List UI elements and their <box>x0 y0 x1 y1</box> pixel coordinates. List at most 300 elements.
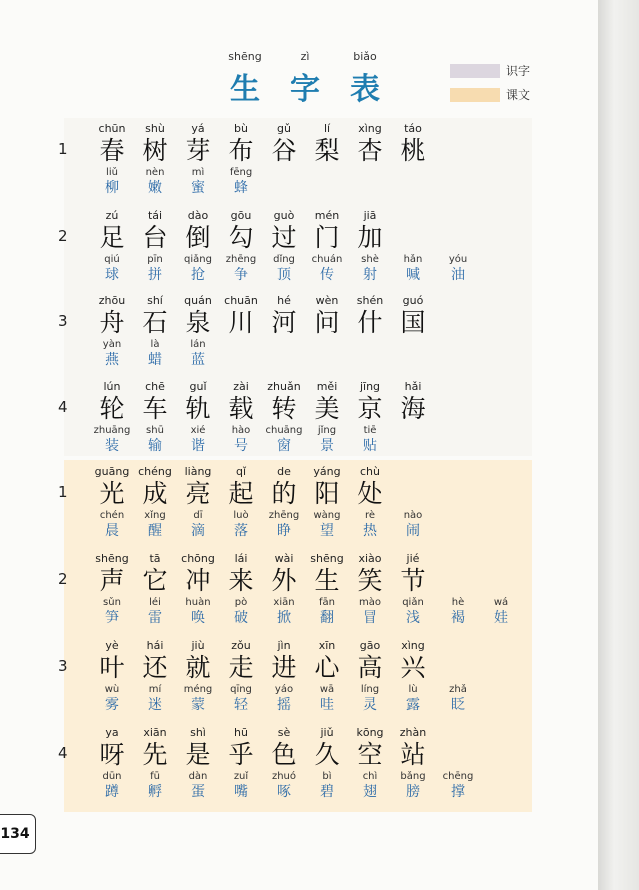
main-character-pinyin: quán <box>184 294 212 307</box>
main-character-pinyin: shēng <box>310 552 344 565</box>
main-character-cell <box>133 552 177 596</box>
secondary-character-cell <box>436 253 480 284</box>
main-character: 先 <box>142 740 168 769</box>
secondary-character: 望 <box>320 523 334 539</box>
secondary-character-cell <box>219 424 263 455</box>
secondary-character-cell <box>305 253 349 284</box>
main-character: 站 <box>400 740 426 769</box>
main-character-cell <box>391 122 435 166</box>
main-character-cell <box>391 294 435 338</box>
secondary-character: 热 <box>363 523 377 539</box>
main-character: 泉 <box>185 308 211 337</box>
main-character-cell <box>219 380 263 424</box>
main-character-cell <box>176 209 220 253</box>
main-character: 芽 <box>185 136 211 165</box>
secondary-character-pinyin: wá <box>493 597 509 608</box>
secondary-character-cell <box>90 509 134 540</box>
secondary-character: 传 <box>320 267 334 283</box>
secondary-character-pinyin: pīn <box>147 254 163 265</box>
secondary-character: 射 <box>363 267 377 283</box>
secondary-character-pinyin: léi <box>149 597 161 608</box>
secondary-character-pinyin: zuǐ <box>233 771 249 782</box>
main-character-pinyin: jìn <box>277 639 291 652</box>
main-character-pinyin: zhōu <box>98 294 126 307</box>
title-pinyin: biǎo <box>353 50 377 63</box>
secondary-character: 撑 <box>451 784 465 800</box>
main-character-cell <box>262 552 306 596</box>
main-character-pinyin: guó <box>402 294 424 307</box>
main-character: 美 <box>314 394 340 423</box>
secondary-character-cell <box>219 509 263 540</box>
lesson-number: 1 <box>58 140 68 158</box>
secondary-character-pinyin: wù <box>104 684 120 695</box>
secondary-character: 唤 <box>191 610 205 626</box>
secondary-character-cell <box>348 424 392 455</box>
main-character: 问 <box>314 308 340 337</box>
secondary-character-pinyin: zhuāng <box>93 425 131 436</box>
secondary-character-pinyin: lù <box>408 684 418 695</box>
main-character-cell <box>262 465 306 509</box>
main-character-pinyin: chūn <box>98 122 126 135</box>
secondary-character-cell <box>133 596 177 627</box>
main-character-pinyin: yè <box>105 639 119 652</box>
main-character: 兴 <box>400 653 426 682</box>
main-character-pinyin: jiù <box>191 639 205 652</box>
main-character: 杏 <box>357 136 383 165</box>
secondary-character-cell <box>90 424 134 455</box>
main-character: 高 <box>357 653 383 682</box>
main-character: 勾 <box>228 223 254 252</box>
secondary-character-cell <box>391 253 435 284</box>
main-character-pinyin: lún <box>103 380 121 393</box>
secondary-character-pinyin: chēng <box>442 771 474 782</box>
main-character-cell <box>219 122 263 166</box>
secondary-character: 闹 <box>406 523 420 539</box>
secondary-character-pinyin: sǔn <box>103 597 121 608</box>
secondary-character-cell <box>133 166 177 197</box>
main-character-pinyin: yáng <box>313 465 341 478</box>
main-character-pinyin: guǐ <box>189 380 207 393</box>
secondary-character-cell <box>90 770 134 801</box>
secondary-character-cell <box>348 253 392 284</box>
secondary-character: 窗 <box>277 438 291 454</box>
secondary-character: 啄 <box>277 784 291 800</box>
main-character-pinyin: zhàn <box>399 726 427 739</box>
main-character: 川 <box>228 308 254 337</box>
main-character: 呀 <box>99 740 125 769</box>
secondary-character-pinyin: dī <box>193 510 203 521</box>
main-character-cell <box>348 209 392 253</box>
secondary-character-cell <box>391 596 435 627</box>
secondary-character-cell <box>133 683 177 714</box>
main-character: 笑 <box>357 566 383 595</box>
secondary-character: 油 <box>451 267 465 283</box>
secondary-character-pinyin: shè <box>361 254 379 265</box>
main-character: 起 <box>228 479 254 508</box>
lesson-number: 3 <box>58 312 68 330</box>
main-character-pinyin: shù <box>145 122 165 135</box>
secondary-character: 掀 <box>277 610 291 626</box>
secondary-character-cell <box>348 770 392 801</box>
lesson-row <box>0 552 598 636</box>
main-character: 节 <box>400 566 426 595</box>
main-character-cell <box>90 294 134 338</box>
main-character-cell <box>305 726 349 770</box>
main-character: 色 <box>271 740 297 769</box>
secondary-character: 褐 <box>451 610 465 626</box>
secondary-character-cell <box>436 683 480 714</box>
secondary-character-cell <box>90 596 134 627</box>
main-character-pinyin: sè <box>277 726 291 739</box>
main-character: 舟 <box>99 308 125 337</box>
secondary-character: 贴 <box>363 438 377 454</box>
secondary-character-pinyin: yàn <box>102 339 122 350</box>
secondary-character: 蛋 <box>191 784 205 800</box>
secondary-character-pinyin: dūn <box>102 771 122 782</box>
main-character-cell <box>133 209 177 253</box>
main-character-cell <box>262 380 306 424</box>
legend-label: 识字 <box>506 64 531 78</box>
lesson-row <box>0 726 598 810</box>
main-character: 成 <box>142 479 168 508</box>
secondary-character-cell <box>391 770 435 801</box>
main-character-pinyin: jié <box>406 552 420 565</box>
lesson-row <box>0 465 598 549</box>
secondary-character: 雷 <box>148 610 162 626</box>
secondary-character-cell <box>133 509 177 540</box>
main-character-pinyin: gōu <box>230 209 252 222</box>
main-character-cell <box>90 209 134 253</box>
secondary-character: 眨 <box>451 697 465 713</box>
title-pinyin: zì <box>300 50 310 63</box>
secondary-character-cell <box>348 509 392 540</box>
secondary-character-pinyin: wā <box>319 684 335 695</box>
secondary-character-pinyin: mì <box>191 167 205 178</box>
secondary-character: 装 <box>105 438 119 454</box>
secondary-character-pinyin: xǐng <box>144 510 166 521</box>
secondary-character-pinyin: qiú <box>104 254 120 265</box>
main-character-cell <box>176 294 220 338</box>
secondary-character-cell <box>176 338 220 369</box>
main-character-cell <box>133 726 177 770</box>
main-character-pinyin: jīng <box>359 380 381 393</box>
secondary-character-cell <box>305 683 349 714</box>
secondary-character: 膀 <box>406 784 420 800</box>
secondary-character-pinyin: yáo <box>274 684 294 695</box>
main-character: 久 <box>314 740 340 769</box>
secondary-character-cell <box>262 770 306 801</box>
secondary-character: 蒙 <box>191 697 205 713</box>
main-character-pinyin: hū <box>234 726 248 739</box>
secondary-character-pinyin: lán <box>190 339 206 350</box>
secondary-character: 冒 <box>363 610 377 626</box>
main-character-cell <box>262 209 306 253</box>
secondary-character-pinyin: zhǎ <box>449 684 467 695</box>
secondary-character-cell <box>262 424 306 455</box>
main-character-cell <box>305 209 349 253</box>
main-character-pinyin: zǒu <box>231 639 251 652</box>
main-character-pinyin: chéng <box>138 465 172 478</box>
secondary-character: 喊 <box>406 267 420 283</box>
main-character: 它 <box>142 566 168 595</box>
lesson-number: 2 <box>58 227 68 245</box>
lesson-row <box>0 380 598 464</box>
main-character: 海 <box>400 394 426 423</box>
main-character-cell <box>90 552 134 596</box>
main-character-pinyin: wèn <box>315 294 339 307</box>
main-character-cell <box>391 380 435 424</box>
main-character: 车 <box>142 394 168 423</box>
main-character-cell <box>348 726 392 770</box>
secondary-character-pinyin: fēng <box>229 167 253 178</box>
secondary-character: 笋 <box>105 610 119 626</box>
main-character-pinyin: liàng <box>184 465 212 478</box>
main-character-cell <box>348 380 392 424</box>
main-character: 叶 <box>99 653 125 682</box>
main-character: 还 <box>142 653 168 682</box>
main-character-cell <box>262 294 306 338</box>
main-character-cell <box>90 639 134 683</box>
secondary-character: 灵 <box>363 697 377 713</box>
secondary-character: 谐 <box>191 438 205 454</box>
main-character-cell <box>305 552 349 596</box>
main-character-cell <box>305 380 349 424</box>
secondary-character-cell <box>219 683 263 714</box>
secondary-character: 抢 <box>191 267 205 283</box>
secondary-character: 蜡 <box>148 352 162 368</box>
main-character-pinyin: yá <box>191 122 205 135</box>
secondary-character: 柳 <box>105 180 119 196</box>
main-character: 京 <box>357 394 383 423</box>
secondary-character-cell <box>90 683 134 714</box>
secondary-character-pinyin: nèn <box>145 167 165 178</box>
secondary-character-cell <box>479 596 523 627</box>
secondary-character: 球 <box>105 267 119 283</box>
secondary-character-cell <box>305 596 349 627</box>
main-character-pinyin: chuān <box>224 294 258 307</box>
main-character-cell <box>176 380 220 424</box>
page-edge <box>598 0 639 890</box>
main-character-cell <box>348 465 392 509</box>
secondary-character-pinyin: là <box>150 339 160 350</box>
main-character-cell <box>133 294 177 338</box>
secondary-character-pinyin: yóu <box>448 254 468 265</box>
secondary-character-cell <box>262 509 306 540</box>
secondary-character: 号 <box>234 438 248 454</box>
secondary-character-cell <box>262 596 306 627</box>
secondary-character: 轻 <box>234 697 248 713</box>
main-character: 阳 <box>314 479 340 508</box>
main-character: 桃 <box>400 136 426 165</box>
main-character-pinyin: de <box>277 465 291 478</box>
secondary-character: 摇 <box>277 697 291 713</box>
secondary-character: 醒 <box>148 523 162 539</box>
main-character-pinyin: guāng <box>94 465 130 478</box>
main-character: 轨 <box>185 394 211 423</box>
main-character: 布 <box>228 136 254 165</box>
main-character-cell <box>90 726 134 770</box>
main-character: 就 <box>185 653 211 682</box>
main-character: 谷 <box>271 136 297 165</box>
main-character: 加 <box>357 223 383 252</box>
secondary-character-pinyin: dǐng <box>273 254 295 265</box>
main-character-cell <box>348 552 392 596</box>
secondary-character-cell <box>90 253 134 284</box>
secondary-character-cell <box>176 253 220 284</box>
secondary-character: 哇 <box>320 697 334 713</box>
secondary-character: 争 <box>234 267 248 283</box>
secondary-character-cell <box>348 683 392 714</box>
main-character-pinyin: shén <box>356 294 384 307</box>
main-character-pinyin: chù <box>360 465 380 478</box>
main-character: 石 <box>142 308 168 337</box>
main-character-cell <box>219 552 263 596</box>
secondary-character-pinyin: fān <box>319 597 335 608</box>
lesson-number: 4 <box>58 744 68 762</box>
main-character-pinyin: tái <box>147 209 163 222</box>
lesson-row <box>0 639 598 723</box>
main-character-cell <box>176 639 220 683</box>
main-character: 转 <box>271 394 297 423</box>
secondary-character: 翻 <box>320 610 334 626</box>
main-character-cell <box>176 552 220 596</box>
secondary-character-pinyin: xiān <box>273 597 295 608</box>
secondary-character: 雾 <box>105 697 119 713</box>
main-character: 的 <box>271 479 297 508</box>
secondary-character-cell <box>133 770 177 801</box>
main-character: 亮 <box>185 479 211 508</box>
main-character: 春 <box>99 136 125 165</box>
main-character-cell <box>305 465 349 509</box>
secondary-character-pinyin: rè <box>364 510 376 521</box>
main-character: 门 <box>314 223 340 252</box>
main-character-cell <box>133 465 177 509</box>
main-character: 轮 <box>99 394 125 423</box>
title-pinyin: shēng <box>228 50 262 63</box>
main-character-pinyin: xiān <box>143 726 167 739</box>
legend-swatch <box>450 88 500 102</box>
main-character-pinyin: kōng <box>356 726 384 739</box>
main-character: 进 <box>271 653 297 682</box>
secondary-character-pinyin: pò <box>234 597 248 608</box>
main-character-cell <box>90 122 134 166</box>
main-character-pinyin: zú <box>105 209 119 222</box>
secondary-character-pinyin: xié <box>190 425 206 436</box>
main-character: 声 <box>99 566 125 595</box>
main-character: 河 <box>271 308 297 337</box>
secondary-character: 燕 <box>105 352 119 368</box>
secondary-character-pinyin: nào <box>403 510 423 521</box>
secondary-character: 蜂 <box>234 180 248 196</box>
main-character-cell <box>219 294 263 338</box>
main-character-pinyin: jiǔ <box>320 726 334 739</box>
page-number: 134 <box>0 814 36 854</box>
secondary-character: 睁 <box>277 523 291 539</box>
secondary-character-cell <box>219 253 263 284</box>
main-character: 树 <box>142 136 168 165</box>
secondary-character-cell <box>219 596 263 627</box>
secondary-character: 露 <box>406 697 420 713</box>
main-character: 是 <box>185 740 211 769</box>
secondary-character-cell <box>219 166 263 197</box>
secondary-character-cell <box>391 509 435 540</box>
secondary-character-cell <box>305 424 349 455</box>
secondary-character: 碧 <box>320 784 334 800</box>
secondary-character-pinyin: hè <box>451 597 465 608</box>
secondary-character-cell <box>348 596 392 627</box>
secondary-character: 娃 <box>494 610 508 626</box>
main-character-pinyin: jiā <box>363 209 377 222</box>
main-character: 过 <box>271 223 297 252</box>
main-character-cell <box>262 726 306 770</box>
lesson-row <box>0 122 598 206</box>
secondary-character-pinyin: bǎng <box>400 771 426 782</box>
main-character-cell <box>219 639 263 683</box>
main-character-pinyin: zhuǎn <box>267 380 301 393</box>
secondary-character: 翅 <box>363 784 377 800</box>
main-character-pinyin: chōng <box>181 552 215 565</box>
secondary-character-pinyin: bì <box>322 771 332 782</box>
main-character: 载 <box>228 394 254 423</box>
secondary-character-cell <box>176 166 220 197</box>
main-character-pinyin: shì <box>190 726 206 739</box>
secondary-character-pinyin: tiē <box>363 425 377 436</box>
main-character: 心 <box>314 653 340 682</box>
main-character-pinyin: qǐ <box>235 465 247 478</box>
main-character-cell <box>133 639 177 683</box>
main-character-cell <box>348 294 392 338</box>
main-character-cell <box>90 465 134 509</box>
main-character: 外 <box>271 566 297 595</box>
main-character-pinyin: hé <box>277 294 291 307</box>
main-character-cell <box>219 209 263 253</box>
main-character-pinyin: xìng <box>358 122 382 135</box>
secondary-character-pinyin: shū <box>146 425 164 436</box>
lesson-number: 2 <box>58 570 68 588</box>
secondary-character: 拼 <box>148 267 162 283</box>
main-character-cell <box>305 294 349 338</box>
secondary-character-pinyin: chuán <box>311 254 343 265</box>
main-character-cell <box>391 726 435 770</box>
secondary-character-pinyin: chì <box>362 771 378 782</box>
secondary-character: 迷 <box>148 697 162 713</box>
secondary-character: 浅 <box>406 610 420 626</box>
title-character: 字 <box>290 72 320 107</box>
title-character: 表 <box>350 72 380 107</box>
secondary-character-cell <box>262 683 306 714</box>
secondary-character-cell <box>176 424 220 455</box>
main-character: 梨 <box>314 136 340 165</box>
secondary-character-pinyin: jǐng <box>317 425 337 436</box>
secondary-character-pinyin: zhēng <box>225 254 257 265</box>
secondary-character: 蜜 <box>191 180 205 196</box>
main-character: 处 <box>357 479 383 508</box>
main-character-pinyin: lí <box>323 122 331 135</box>
main-character-pinyin: lái <box>234 552 248 565</box>
main-character-pinyin: bù <box>234 122 248 135</box>
main-character-pinyin: xìng <box>401 639 425 652</box>
main-character-cell <box>305 122 349 166</box>
secondary-character-pinyin: chuāng <box>265 425 303 436</box>
main-character: 国 <box>400 308 426 337</box>
legend-label: 课文 <box>506 88 531 102</box>
secondary-character-cell <box>90 166 134 197</box>
main-character-cell <box>133 380 177 424</box>
secondary-character-cell <box>176 683 220 714</box>
main-character: 什 <box>357 308 383 337</box>
secondary-character: 晨 <box>105 523 119 539</box>
main-character-cell <box>133 122 177 166</box>
